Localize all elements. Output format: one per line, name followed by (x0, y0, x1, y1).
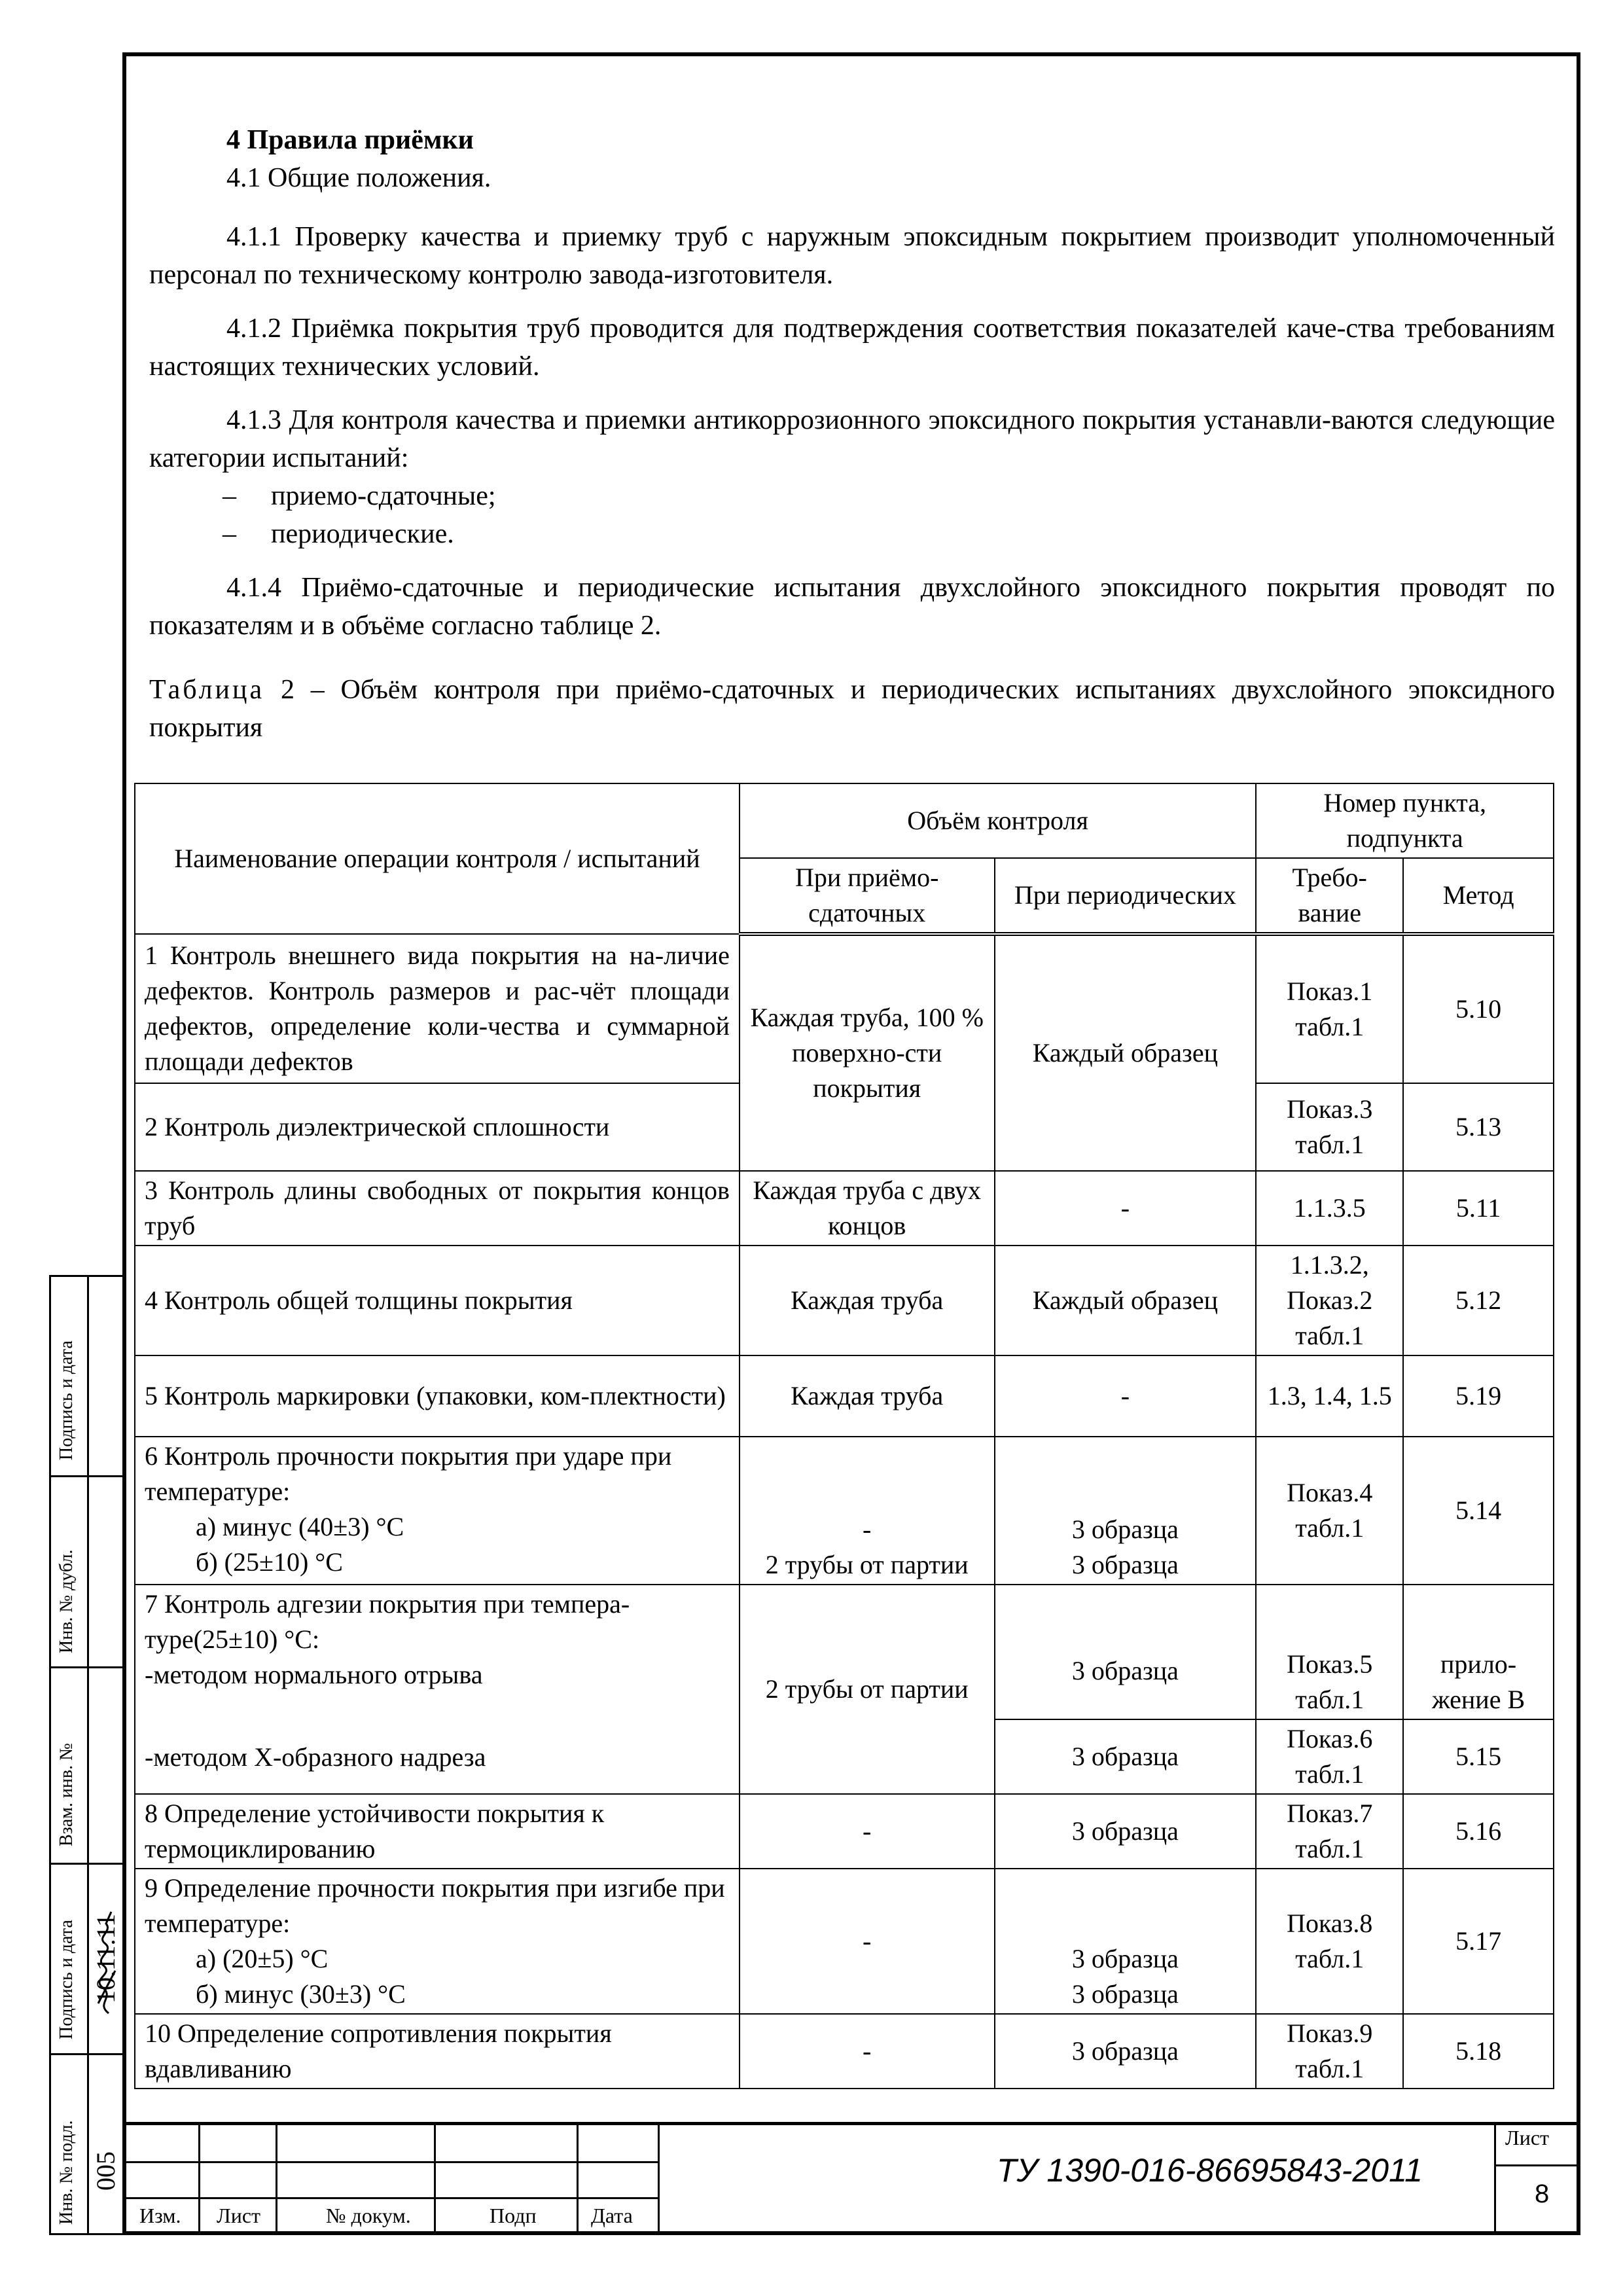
row8-method: 5.16 (1403, 1794, 1554, 1869)
col-doc-label: № докум. (326, 2204, 411, 2227)
sign-date-label-2: Подпись и дата (56, 1340, 77, 1460)
row7-requirement-a: Показ.5 табл.1 (1256, 1585, 1403, 1719)
title-block-divider (276, 2125, 277, 2234)
row10-requirement: Показ.9 табл.1 (1256, 2014, 1403, 2089)
col-list-label: Лист (217, 2204, 261, 2227)
table-caption-text: 2 – Объём контроля при приёмо-сдаточных и периодических испытаниях двухслойного эпоксидного покрытия (149, 675, 1556, 743)
list-item-text: периодические. (271, 519, 454, 549)
paragraph-4-1: 4.1 Общие положения. (226, 163, 491, 193)
table-row (135, 2014, 1554, 2089)
list-item (149, 515, 1555, 553)
table-row (135, 1355, 1554, 1437)
header-operation: Наименование операции контроля / испытаний (135, 783, 740, 934)
table-row (135, 934, 1554, 1083)
title-block-divider (198, 2125, 200, 2234)
row4-requirement: 1.1.3.2, Показ.2 табл.1 (1256, 1246, 1403, 1355)
row3-operation: 3 Контроль длины свободных от покрытия концов труб (135, 1171, 740, 1246)
paragraph-4-1-1: 4.1.1 Проверку качества и приемку труб с наружным эпоксидным покрытием производит уполномоченный персонал по техническому контролю завода-изготовителя. (149, 222, 1555, 290)
row6-sub-a: а) минус (40±3) °С (196, 1512, 404, 1541)
row6-acceptance-b: 2 трубы от партии (765, 1550, 969, 1579)
row9-operation (135, 1869, 740, 2014)
col-date-label: Дата (591, 2204, 633, 2227)
section-heading: 4 Правила приёмки (226, 125, 474, 155)
row6-title: 6 Контроль прочности покрытия при ударе при температуре: (145, 1441, 672, 1506)
row6-requirement: Показ.4 табл.1 (1256, 1437, 1403, 1585)
row7-method-a: прило-жение В (1403, 1585, 1554, 1719)
title-block-divider (1494, 2164, 1577, 2166)
table-header-row (135, 783, 1554, 858)
row6-acceptance (740, 1437, 995, 1585)
side-stamp-divider (87, 1277, 89, 2233)
title-block-divider (126, 2161, 658, 2163)
row6-method: 5.14 (1403, 1437, 1554, 1585)
list-item-text: приемо-сдаточные; (271, 481, 496, 511)
row9-title: 9 Определение прочности покрытия при изгибе при температуре: (145, 1873, 725, 1938)
row7-periodic-a: 3 образца (995, 1585, 1257, 1719)
row9-sub-b: б) минус (30±3) °С (196, 1979, 406, 2009)
row9-requirement: Показ.8 табл.1 (1256, 1869, 1403, 2014)
row3-requirement: 1.1.3.5 (1256, 1171, 1403, 1246)
row9-periodic (995, 1869, 1257, 2014)
row6-periodic-b: 3 образца (1071, 1550, 1179, 1579)
header-method: Метод (1403, 858, 1554, 934)
paragraph-4-1-3: 4.1.3 Для контроля качества и приемки антикоррозионного эпоксидного покрытия устанавли-ваются следующие категории испытаний: (149, 405, 1555, 473)
row4-periodic: Каждый образец (995, 1246, 1257, 1355)
signature-mark (89, 1905, 123, 2017)
table-caption (149, 671, 1555, 747)
table-caption-label: Таблица (149, 675, 265, 705)
row12-acceptance: Каждая труба, 100 % поверхно-сти покрытия (740, 934, 995, 1171)
side-stamp-divider (51, 2053, 124, 2055)
row7-sub-a: -методом нормального отрыва (145, 1660, 483, 1689)
list-item (149, 477, 1555, 515)
row4-method: 5.12 (1403, 1246, 1554, 1355)
title-block-divider (126, 2197, 658, 2199)
inv-dubl-label: Инв. № дубл. (56, 1549, 77, 1653)
side-stamp-divider (51, 1863, 124, 1865)
row6-operation (135, 1437, 740, 1585)
col-sign-label: Подп (490, 2204, 537, 2227)
row7-acceptance: 2 трубы от партии (740, 1585, 995, 1794)
col-izm-label: Изм. (139, 2204, 181, 2227)
inv-podl-label: Инв. № подл. (56, 2120, 77, 2225)
title-block-divider (658, 2125, 660, 2234)
row7-operation (135, 1585, 740, 1794)
sign-date-value: 10.11.11 (91, 1913, 120, 2003)
row2-method: 5.13 (1403, 1083, 1554, 1171)
table-row (135, 1171, 1554, 1246)
side-stamp (49, 1275, 124, 2235)
row1-requirement: Показ.1 табл.1 (1256, 934, 1403, 1083)
row7-requirement-b: Показ.6 табл.1 (1256, 1719, 1403, 1794)
row6-periodic-a: 3 образца (1071, 1515, 1179, 1544)
vzam-inv-label: Взам. инв. № (56, 1743, 77, 1846)
row9-periodic-b: 3 образца (1071, 1979, 1179, 2009)
row4-acceptance: Каждая труба (740, 1246, 995, 1355)
row5-method: 5.19 (1403, 1355, 1554, 1437)
dash-mark: – (223, 519, 236, 549)
control-volume-table (134, 783, 1554, 2089)
header-item-number: Номер пункта, подпункта (1256, 783, 1554, 858)
document-body (149, 121, 1555, 747)
table-row (135, 1794, 1554, 1869)
row6-acceptance-a: - (863, 1515, 872, 1544)
row9-periodic-a: 3 образца (1071, 1944, 1179, 1973)
paragraph-4-1-4: 4.1.4 Приёмо-сдаточные и периодические испытания двухслойного эпоксидного покрытия проводят по показателям и в объёме согласно таблице 2. (149, 573, 1555, 641)
paragraph-4-1-2: 4.1.2 Приёмка покрытия труб проводится для подтверждения соответствия показателей каче-ства требованиям настоящих технических условий. (149, 314, 1555, 382)
row1-operation: 1 Контроль внешнего вида покрытия на на-личие дефектов. Контроль размеров и рас-чёт площади дефектов, определение коли-чества и суммарной площади дефектов (135, 934, 740, 1083)
side-stamp-divider (51, 1475, 124, 1477)
row4-operation: 4 Контроль общей толщины покрытия (135, 1246, 740, 1355)
inv-podl-value: 005 (91, 2151, 120, 2191)
dash-mark: – (223, 481, 236, 511)
row10-operation: 10 Определение сопротивления покрытия вдавливанию (135, 2014, 740, 2089)
title-block-divider (434, 2125, 436, 2234)
row6-periodic (995, 1437, 1257, 1585)
row2-requirement: Показ.3 табл.1 (1256, 1083, 1403, 1171)
row3-periodic: - (995, 1171, 1257, 1246)
table-row (135, 1585, 1554, 1719)
document-code: ТУ 1390-016-86695843-2011 (997, 2152, 1423, 2189)
row7-method-b: 5.15 (1403, 1719, 1554, 1794)
table-row (135, 1246, 1554, 1355)
row10-method: 5.18 (1403, 2014, 1554, 2089)
title-block (126, 2122, 1577, 2234)
row5-requirement: 1.3, 1.4, 1.5 (1256, 1355, 1403, 1437)
sheet-number: 8 (1535, 2179, 1550, 2208)
title-block-divider (1494, 2125, 1496, 2234)
sheet-label: Лист (1505, 2126, 1550, 2149)
row9-acceptance: - (740, 1869, 995, 2014)
row12-periodic: Каждый образец (995, 934, 1257, 1171)
sign-date-label-1: Подпись и дата (56, 1920, 77, 2039)
row8-acceptance: - (740, 1794, 995, 1869)
row5-periodic: - (995, 1355, 1257, 1437)
row7-title: 7 Контроль адгезии покрытия при темпера-туре(25±10) °С: (145, 1589, 630, 1654)
header-volume: Объём контроля (740, 783, 1256, 858)
row8-periodic: 3 образца (995, 1794, 1257, 1869)
row10-periodic: 3 образца (995, 2014, 1257, 2089)
row3-acceptance: Каждая труба с двух концов (740, 1171, 995, 1246)
row1-method: 5.10 (1403, 934, 1554, 1083)
side-stamp-divider (51, 1666, 124, 1668)
row7-sub-b: -методом Х-образного надреза (145, 1742, 486, 1772)
row9-sub-a: а) (20±5) °С (196, 1944, 329, 1973)
header-requirement: Требо-вание (1256, 858, 1403, 934)
row5-acceptance: Каждая труба (740, 1355, 995, 1437)
table-row (135, 1437, 1554, 1585)
row9-method: 5.17 (1403, 1869, 1554, 2014)
table-row (135, 1869, 1554, 2014)
row2-operation: 2 Контроль диэлектрической сплошности (135, 1083, 740, 1171)
row5-operation: 5 Контроль маркировки (упаковки, ком-плектности) (135, 1355, 740, 1437)
header-periodic: При периодических (995, 858, 1257, 934)
row3-method: 5.11 (1403, 1171, 1554, 1246)
row7-periodic-b: 3 образца (995, 1719, 1257, 1794)
row10-acceptance: - (740, 2014, 995, 2089)
row6-sub-b: б) (25±10) °С (196, 1547, 343, 1577)
title-block-divider (577, 2125, 579, 2234)
row8-operation: 8 Определение устойчивости покрытия к термоциклированию (135, 1794, 740, 1869)
header-acceptance: При приёмо-сдаточных (740, 858, 995, 934)
row8-requirement: Показ.7 табл.1 (1256, 1794, 1403, 1869)
